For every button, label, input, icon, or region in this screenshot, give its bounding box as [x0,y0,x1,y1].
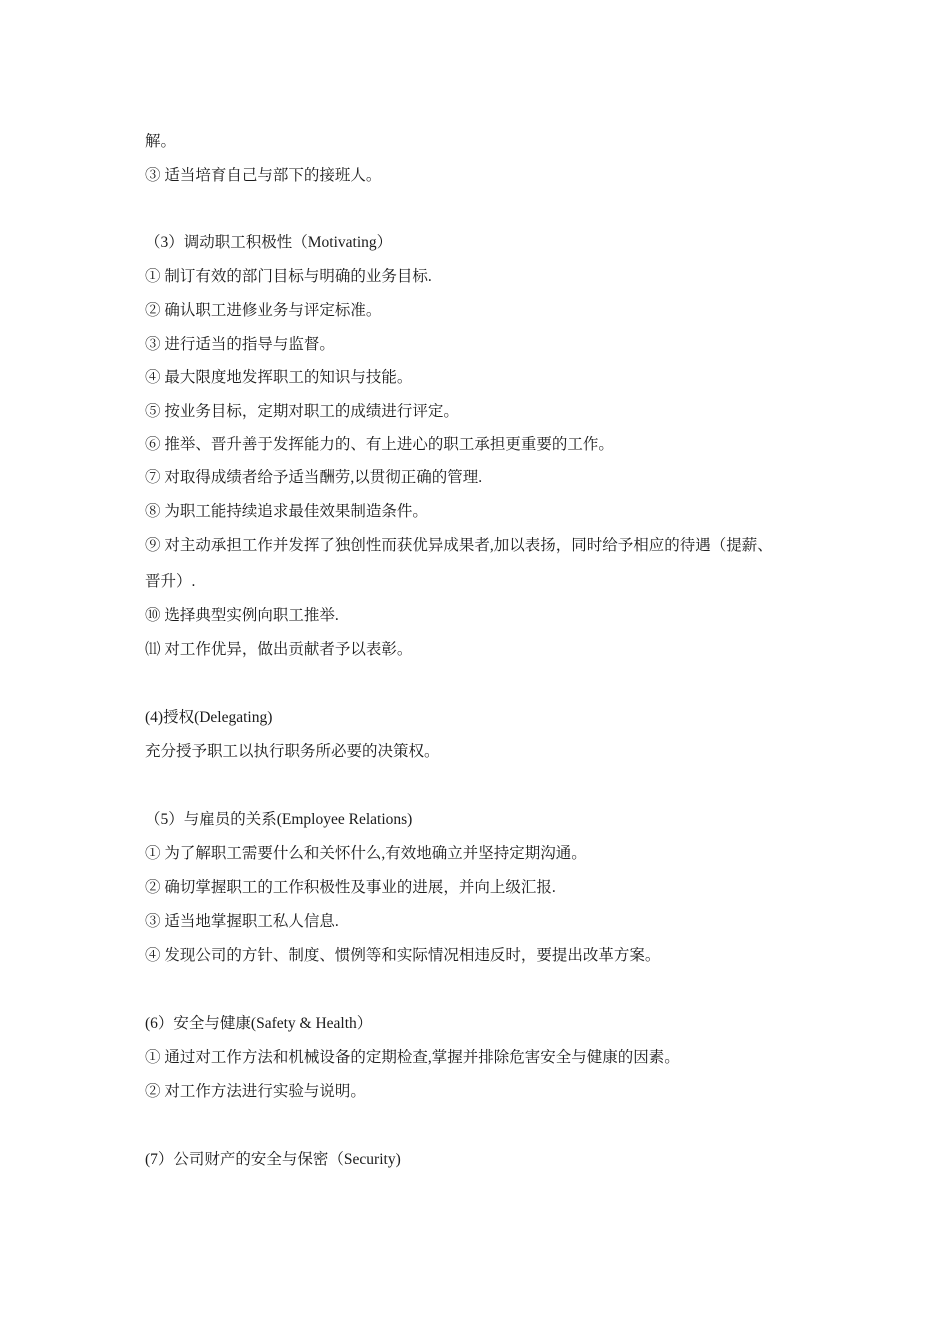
list-item: ② 确切掌握职工的工作积极性及事业的进展，并向上级汇报. [145,879,556,896]
section-heading-employee-relations: （5）与雇员的关系(Employee Relations) [145,811,413,828]
section-heading-security: (7）公司财产的安全与保密（Security) [145,1151,401,1168]
list-item-continuation: 晋升）. [145,573,196,590]
section-heading-safety-health: (6）安全与健康(Safety & Health） [145,1015,373,1032]
list-item: ④ 最大限度地发挥职工的知识与技能。 [145,369,413,386]
text-line: 解。 [145,133,177,150]
list-item: ⑧ 为职工能持续追求最佳效果制造条件。 [145,503,428,520]
list-item: ⑾ 对工作优异，做出贡献者予以表彰。 [145,641,413,658]
list-item: ① 通过对工作方法和机械设备的定期检查,掌握并排除危害安全与健康的因素。 [145,1049,680,1066]
list-item: ② 对工作方法进行实验与说明。 [145,1083,366,1100]
list-item: ⑨ 对主动承担工作并发挥了独创性而获优异成果者,加以表扬，同时给予相应的待遇（提薪、 [145,537,773,554]
list-item: ⑥ 推举、晋升善于发挥能力的、有上进心的职工承担更重要的工作。 [145,436,614,453]
list-item: ① 制订有效的部门目标与明确的业务目标. [145,268,432,285]
list-item: ② 确认职工进修业务与评定标准。 [145,302,382,319]
list-item: ③ 进行适当的指导与监督。 [145,336,335,353]
list-item: ③ 适当培育自己与部下的接班人。 [145,167,382,184]
paragraph: 充分授予职工以执行职务所必要的决策权。 [145,743,440,760]
list-item: ⑩ 选择典型实例向职工推举. [145,607,339,624]
list-item: ③ 适当地掌握职工私人信息. [145,913,339,930]
list-item: ① 为了解职工需要什么和关怀什么,有效地确立并坚持定期沟通。 [145,845,587,862]
list-item: ⑤ 按业务目标，定期对职工的成绩进行评定。 [145,403,459,420]
list-item: ④ 发现公司的方针、制度、惯例等和实际情况相违反时，要提出改革方案。 [145,947,661,964]
section-heading-motivating: （3）调动职工积极性（Motivating） [145,234,393,251]
section-heading-delegating: (4)授权(Delegating) [145,709,273,726]
list-item: ⑦ 对取得成绩者给予适当酬劳,以贯彻正确的管理. [145,469,483,486]
